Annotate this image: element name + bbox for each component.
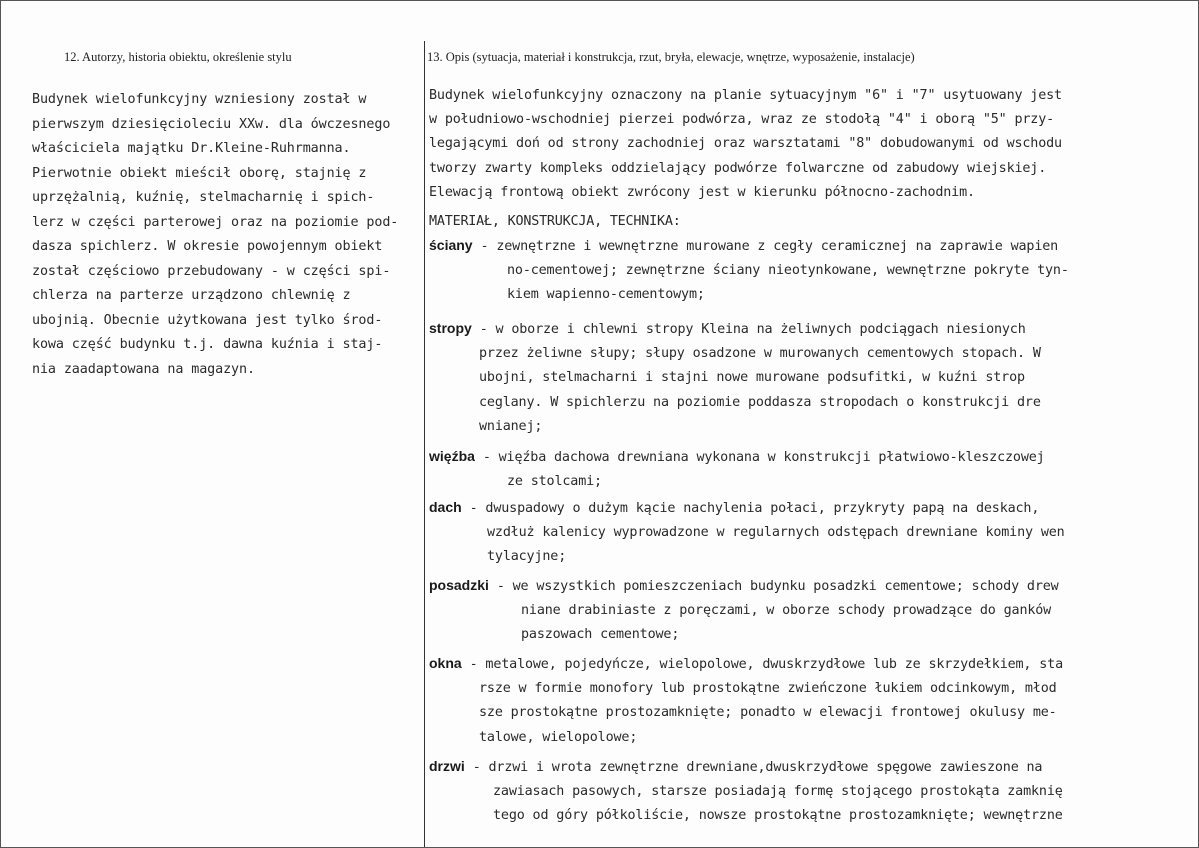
entry-line: kiem wapienno-cementowym; <box>507 287 705 303</box>
entry-line: sze prostokątne prostozamknięte; ponadto w elewacji frontowej okulusy me- <box>479 705 1057 721</box>
entry-doors <box>429 754 1129 829</box>
column-divider <box>424 41 425 847</box>
section-13-header: 13. Opis (sytuacja, materiał i konstrukcja, rzut, bryła, elewacje, wnętrze, wyposażenie, instalacje) <box>427 50 915 64</box>
entry-line: no-cementowej; zewnętrzne ściany nieotynkowane, wewnętrzne pokryte tyn- <box>507 263 1069 279</box>
intro-line: tworzy zwarty kompleks oddzielający podwórze folwarczne od zabudowy wiejskiej. <box>429 160 1047 176</box>
entry-term: dach <box>429 499 462 515</box>
entry-first-line: - w oborze i chlewni stropy Kleina na żeliwnych podciągach niesionych <box>471 322 1026 337</box>
history-line: kowa część budynku t.j. dawna kuźnia i staj- <box>32 337 383 352</box>
intro-line: legającymi doń od strony zachodniej oraz warsztatami "8" dobudowanymi od wschodu <box>429 136 1062 152</box>
entry-term: drzwi <box>429 758 465 774</box>
history-line: właściciela majątku Dr.Kleine-Ruhrmanna. <box>32 141 351 156</box>
history-text <box>32 88 417 382</box>
entry-first-line: - metalowe, pojedyńcze, wielopolowe, dwuskrzydłowe lub ze skrzydełkiem, sta <box>461 657 1063 672</box>
history-line: nia zaadaptowana na magazyn. <box>32 361 255 377</box>
entry-line: ze stolcami; <box>507 474 602 490</box>
history-line: pierwszym dziesięcioleciu XXw. dla ówczesnego <box>32 116 391 132</box>
entry-first-line: - we wszystkich pomieszczeniach budynku posadzki cementowe; schody drew <box>488 579 1059 594</box>
history-line: Budynek wielofunkcyjny wzniesiony został w <box>32 92 367 107</box>
entry-line: rsze w formie monofory lub prostokątne zwieńczone łukiem odcinkowym, młod <box>479 681 1057 697</box>
section-12-header: 12. Autorzy, historia obiektu, określenie stylu <box>64 50 292 64</box>
entry-walls <box>429 233 1129 308</box>
entry-term: posadzki <box>429 577 489 593</box>
intro-line: Budynek wielofunkcyjny oznaczony na planie sytuacyjnym "6" i "7" usytuowany jest <box>429 88 1062 103</box>
entry-line: wnianej; <box>479 418 543 434</box>
entry-floors <box>429 573 1129 648</box>
entry-line: wzdłuż kalenicy wyprowadzone w regularnych odstępach drewniane kominy wen <box>487 525 1065 541</box>
entry-line: zawiasach pasowych, starsze posiadają formę stojącego prostokąta zamknię <box>493 784 1063 800</box>
entry-term: ściany <box>429 237 473 253</box>
entry-first-line: - dwuspadowy o dużym kącie nachylenia połaci, przykryty papą na deskach, <box>461 501 1040 516</box>
history-line: uprzężalnią, kuźnię, stelmacharnię i spich- <box>32 190 375 205</box>
entry-first-line: - więźba dachowa drewniana wykonana w konstrukcji płatwiowo-kleszczowej <box>474 450 1045 465</box>
entry-first-line: - drzwi i wrota zewnętrzne drewniane,dwuskrzydłowe spęgowe zawieszone na <box>464 760 1043 775</box>
entry-roof <box>429 495 1129 570</box>
history-line: Pierwotnie obiekt mieścił oborę, stajnię z <box>32 165 367 181</box>
history-line: lerz w części parterowej oraz na poziomie pod- <box>32 214 399 230</box>
intro-line: Elewacją frontową obiekt zwrócony jest w kierunku północno-zachodnim. <box>429 184 975 200</box>
entry-term: stropy <box>429 320 472 336</box>
entry-line: ubojni, stelmacharni i stajni nowe murowane podsufitki, w kuźni strop <box>479 370 1025 386</box>
entry-term: więźba <box>429 448 475 464</box>
history-line: ubojnią. Obecnie użytkowana jest tylko środ- <box>32 312 383 328</box>
entry-line: talowe, wielopolowe; <box>479 729 638 745</box>
entry-term: okna <box>429 655 462 671</box>
entry-line: przez żeliwne słupy; słupy osadzone w murowanych cementowych stopach. W <box>479 346 1041 362</box>
entry-line: ceglany. W spichlerzu na poziomie poddasza stropodach o konstrukcji dre <box>479 394 1041 410</box>
entry-line: niane drabiniaste z poręczami, w oborze schody prowadzące do ganków <box>521 603 1052 619</box>
entry-line: tego od góry półkoliście, nowsze prostokątne prostozamknięte; wewnętrzne <box>493 808 1063 824</box>
intro-line: w południowo-wschodniej pierzei podwórza, wraz ze stodołą "4" i oborą "5" przy- <box>429 112 1055 128</box>
entry-windows <box>429 651 1129 750</box>
entry-first-line: - zewnętrzne i wewnętrzne murowane z cegły ceramicznej na zaprawie wapien <box>472 239 1059 254</box>
history-line: został częściowo przebudowany - w części spi- <box>32 263 391 279</box>
entry-ceilings <box>429 316 1129 439</box>
history-line: chlerza na parterze urządzono chlewnię z <box>32 288 351 303</box>
entry-truss <box>429 444 1129 494</box>
description-intro <box>429 84 1129 205</box>
history-line: dasza spichlerz. W okresie powojennym obiekt <box>32 239 383 254</box>
entry-line: paszowach cementowe; <box>521 627 680 643</box>
materials-section-title: MATERIAŁ, KONSTRUKCJA, TECHNIKA: <box>429 214 681 229</box>
entry-line: tylacyjne; <box>487 549 567 565</box>
